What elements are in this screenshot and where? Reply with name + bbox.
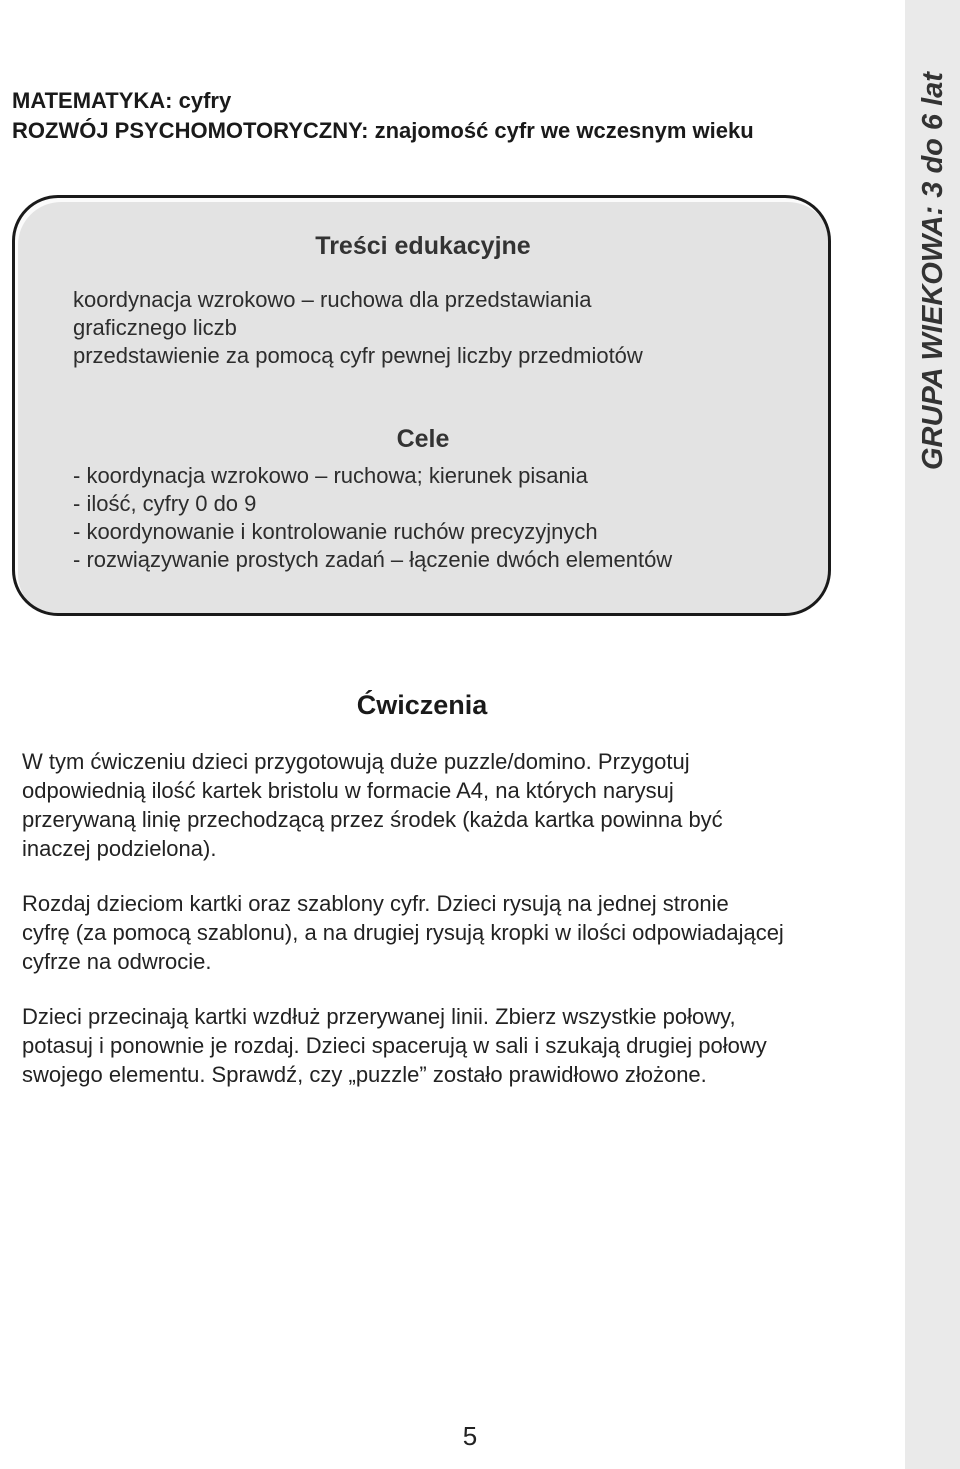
exercise-line: Dzieci przecinają kartki wzdłuż przerywanej linii. Zbierz wszystkie połowy, <box>22 1004 736 1029</box>
goals-heading: Cele <box>396 425 450 453</box>
goal-item: - ilość, cyfry 0 do 9 <box>73 491 257 516</box>
educational-content-line: koordynacja wzrokowo – ruchowa dla przedstawiania <box>73 287 592 312</box>
page-header <box>12 86 892 146</box>
exercise-line: cyfrze na odwrocie. <box>22 949 212 974</box>
exercise-paragraph <box>22 747 902 863</box>
subject-title: MATEMATYKA: cyfry <box>12 88 232 113</box>
goals-list <box>73 462 672 574</box>
educational-content-heading: Treści edukacyjne <box>315 232 531 260</box>
age-group-sidebar <box>905 0 960 1469</box>
exercise-line: potasuj i ponownie je rozdaj. Dzieci spacerują w sali i szukają drugiej połowy <box>22 1033 767 1058</box>
exercise-line: Rozdaj dzieciom kartki oraz szablony cyfr. Dzieci rysują na jednej stronie <box>22 891 729 916</box>
educational-content-list <box>73 286 643 370</box>
exercise-line: inaczej podzielona). <box>22 836 217 861</box>
exercises-heading: Ćwiczenia <box>356 690 488 720</box>
exercise-paragraph <box>22 1002 902 1089</box>
exercise-paragraph <box>22 889 902 976</box>
goal-item: - koordynacja wzrokowo – ruchowa; kierunek pisania <box>73 463 588 488</box>
exercise-line: odpowiednią ilość kartek bristolu w formacie A4, na których narysuj <box>22 778 674 803</box>
exercise-body <box>22 747 902 1089</box>
development-area-title: ROZWÓJ PSYCHOMOTORYCZNY: znajomość cyfr we wczesnym wieku <box>12 118 754 143</box>
educational-content-line: graficznego liczb <box>73 315 237 340</box>
educational-content-line: przedstawienie za pomocą cyfr pewnej liczby przedmiotów <box>73 343 643 368</box>
age-group-label: GRUPA WIEKOWA: 3 do 6 lat <box>917 72 949 470</box>
page-number: 5 <box>462 1421 478 1451</box>
exercise-line: przerywaną linię przechodzącą przez środek (każda kartka powinna być <box>22 807 723 832</box>
exercise-line: cyfrę (za pomocą szablonu), a na drugiej rysują kropki w ilości odpowiadającej <box>22 920 784 945</box>
exercise-line: W tym ćwiczeniu dzieci przygotowują duże puzzle/domino. Przygotuj <box>22 749 690 774</box>
goal-item: - rozwiązywanie prostych zadań – łączenie dwóch elementów <box>73 547 673 572</box>
goals-box <box>12 195 831 616</box>
exercise-line: swojego elementu. Sprawdź, czy „puzzle” zostało prawidłowo złożone. <box>22 1062 707 1087</box>
goal-item: - koordynowanie i kontrolowanie ruchów precyzyjnych <box>73 519 598 544</box>
